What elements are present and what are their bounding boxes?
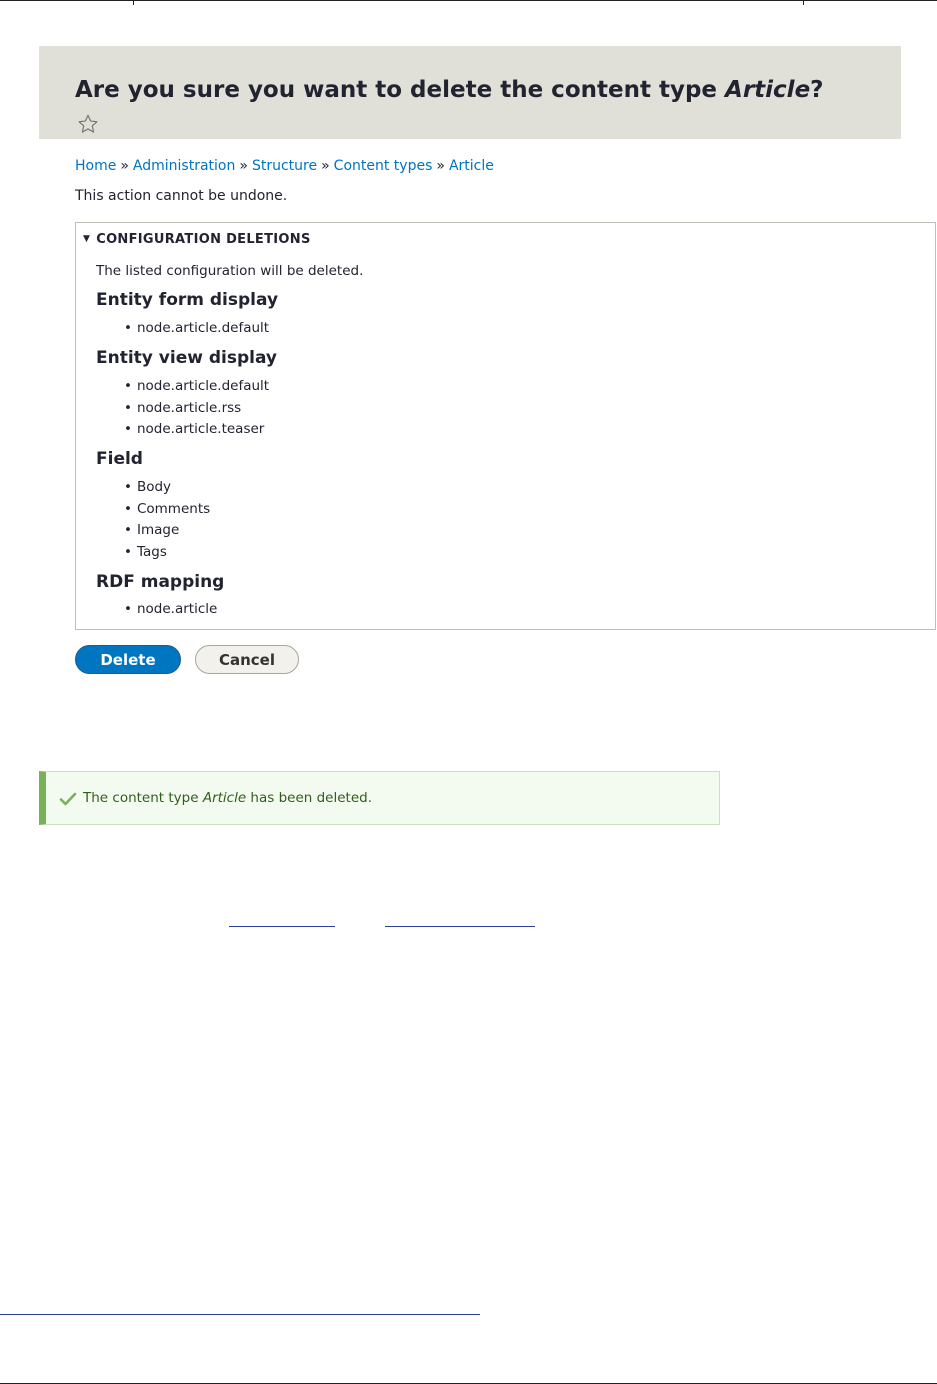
breadcrumb [75,158,494,174]
breadcrumb-structure[interactable]: Structure [251,158,318,174]
group-list-entity-view-display [124,376,269,441]
status-message [39,771,720,825]
breadcrumb-article[interactable]: Article [448,158,494,174]
breadcrumb-separator: » [436,158,445,174]
breadcrumb-administration[interactable]: Administration [132,158,236,174]
link-underline[interactable] [0,1314,480,1315]
rule-tick [133,0,134,5]
link-underline[interactable] [229,926,335,927]
breadcrumb-content-types[interactable]: Content types [333,158,433,174]
breadcrumb-separator: » [120,158,129,174]
list-item: • Tags [124,542,210,564]
list-item: • node.article.default [124,318,269,340]
list-item: • node.article.teaser [124,419,269,441]
configuration-deletions-summary[interactable]: ▼ CONFIGURATION DELETIONS [83,232,311,247]
list-item: • Comments [124,499,210,521]
group-title-field: Field [96,449,143,469]
list-item: • Image [124,520,210,542]
warning-text: This action cannot be undone. [75,188,288,204]
page-header [39,46,901,139]
link-underline[interactable] [385,926,535,927]
page-title: Are you sure you want to delete the content type Article? [75,77,824,103]
list-item: • Body [124,477,210,499]
star-outline-icon[interactable] [77,113,99,135]
group-title-entity-view-display: Entity view display [96,348,277,368]
group-title-entity-form-display: Entity form display [96,290,279,310]
list-item: • node.article.default [124,376,269,398]
group-title-rdf-mapping: RDF mapping [96,572,225,592]
list-item: • node.article [124,599,217,621]
checkmark-icon [59,791,77,805]
group-list-entity-form-display [124,318,269,340]
group-list-field [124,477,210,563]
cancel-button[interactable]: Cancel [195,645,299,674]
breadcrumb-separator: » [321,158,330,174]
triangle-down-icon: ▼ [83,234,91,244]
deletions-description: The listed configuration will be deleted. [96,263,364,279]
breadcrumb-separator: » [239,158,248,174]
group-list-rdf-mapping [124,599,217,621]
status-message-text: The content type Article has been deleted. [83,790,373,806]
breadcrumb-home[interactable]: Home [75,158,117,174]
list-item: • node.article.rss [124,398,269,420]
delete-button[interactable]: Delete [75,645,181,674]
rule-tick [803,0,804,5]
configuration-deletions-details [75,222,936,630]
top-rule [0,0,937,1]
